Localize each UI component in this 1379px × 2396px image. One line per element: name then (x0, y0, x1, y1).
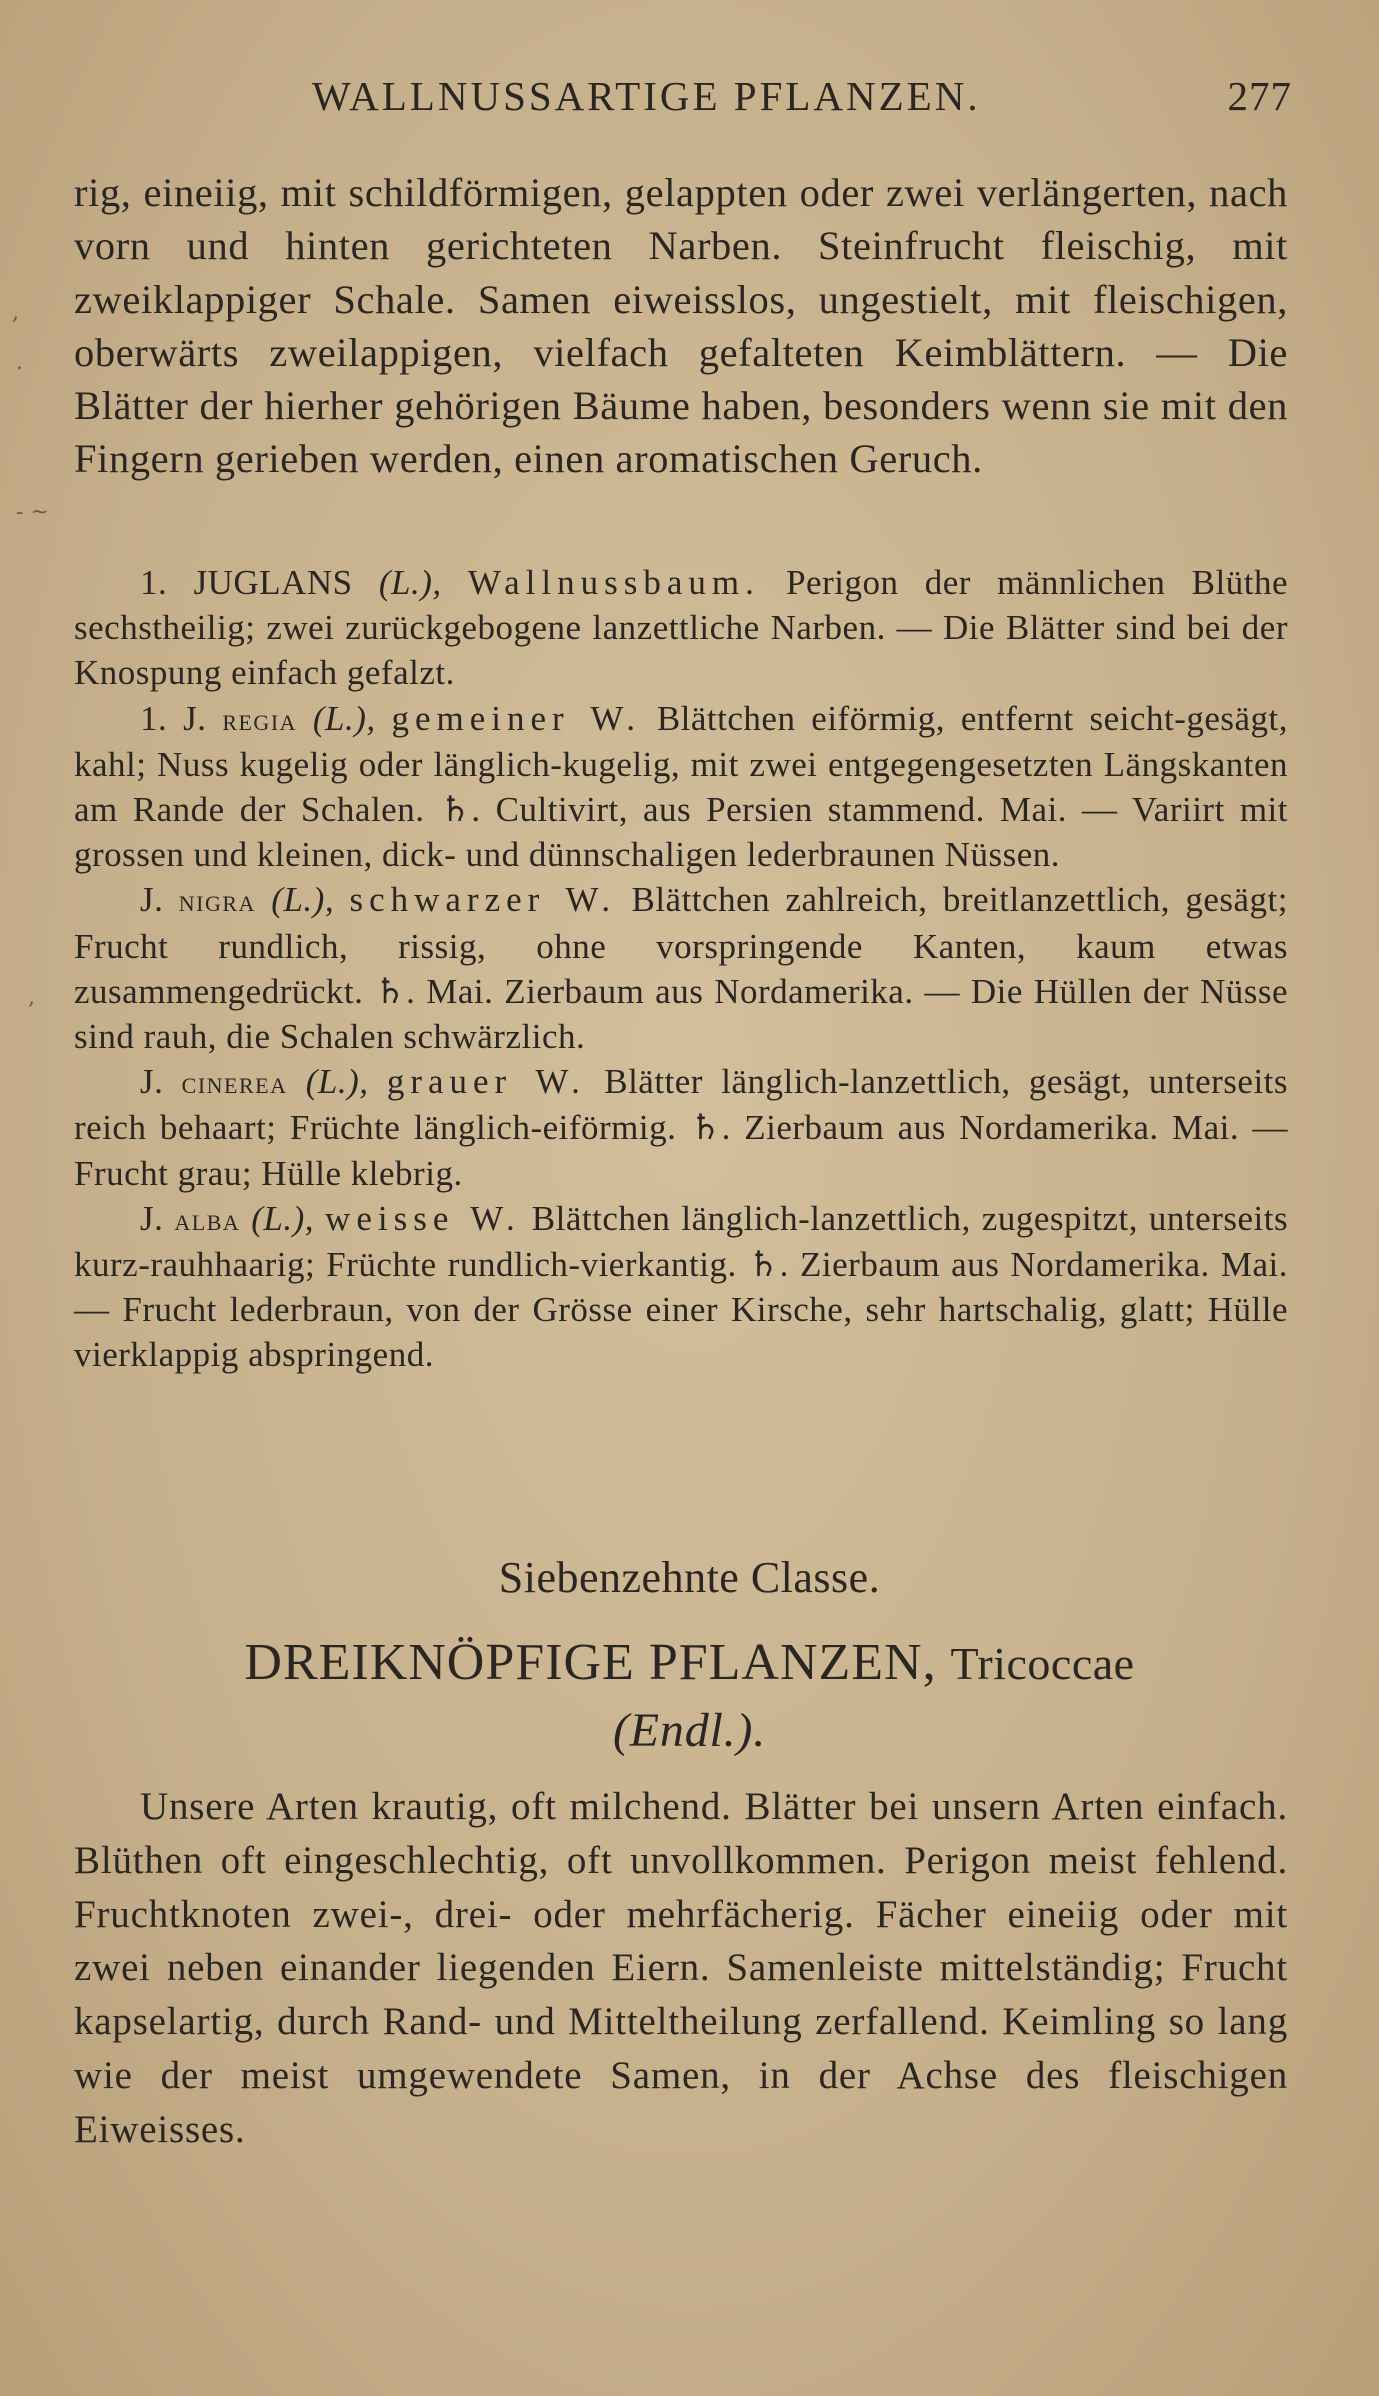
species-author: (L.), (312, 698, 376, 738)
family-paragraph: Unsere Arten krautig, oft milchend. Blätter bei unsern Arten einfach. Blüthen oft eingeschlechtig, oft unvollkommen. Perigon meist fehlend. Fruchtknoten zwei-, drei- oder mehrfächerig. Fächer eineiig oder mit zwei neben einander liegenden Eiern. Samenleiste mittelständig; Frucht kapselartig, durch Rand- und Mitteltheilung zerfallend. Keimling so lang wie der meist umgewendete Samen, in der Achse des fleischigen Eiweisses. (74, 1785, 1288, 2151)
page-number: 277 (1227, 73, 1292, 119)
margin-speck: , (12, 300, 19, 325)
species-entry-nigra (74, 877, 1288, 1059)
species-entry-regia (74, 696, 1288, 878)
species-entry-alba (74, 1196, 1288, 1378)
species-common-name: weisse W. (325, 1198, 521, 1238)
species-author: (L.), (271, 880, 335, 920)
family-name: DREIKNÖPFIGE PFLANZEN, (244, 1634, 937, 1691)
genus-entries (74, 560, 1288, 1378)
species-common-name: schwarzer W. (349, 880, 617, 920)
species-author: (L.), (305, 1062, 369, 1102)
running-head (312, 72, 1292, 132)
species-prefix: J. (140, 1062, 164, 1102)
species-prefix: 1. J. (140, 698, 207, 738)
genus-description: Perigon der männlichen Blüthe sechstheilig; zwei zurückgebogene lanzettliche Narben. — Die Blätter sind bei der Knospung einfach gefalzt. (74, 563, 1288, 693)
margin-speck: , (28, 985, 35, 1010)
genus-common-name: Wallnussbaum. (467, 563, 760, 602)
species-common-name: grauer W. (386, 1062, 586, 1102)
intro-paragraph: rig, eineiig, mit schildförmigen, gelappten oder zwei verlängerten, nach vorn und hinten gerichteten Narben. Steinfrucht fleischig, mit zweiklappiger Schale. Samen eiweisslos, ungestielt, mit fleischigen, oberwärts zweilappigen, vielfach gefalteten Keimblättern. — Die Blätter der hierher gehörigen Bäume haben, besonders wenn sie mit den Fingern gerieben werden, einen aromatischen Geruch. (74, 170, 1288, 482)
species-prefix: J. (140, 1198, 164, 1238)
species-author: (L.), (251, 1198, 315, 1238)
genus-author: (L.), (378, 563, 442, 602)
class-heading: Siebenzehnte Classe. (498, 1553, 881, 1602)
running-head-title: WALLNUSSARTIGE PFLANZEN. (312, 73, 981, 119)
species-common-name: gemeiner W. (391, 698, 641, 738)
species-description: Blättchen länglich-lanzettlich, zugespitzt, unterseits kurz-rauhhaarig; Früchte rundlich-vierkantig. ♄. Zierbaum aus Nordamerika. Mai. — Frucht lederbraun, von der Grösse einer Kirsche, sehr hartschalig, glatt; Hülle vierklappig abspringend. (74, 1198, 1289, 1375)
margin-speck: - ~ (16, 500, 49, 525)
species-description: Blättchen eiförmig, entfernt seicht-gesägt, kahl; Nuss kugelig oder länglich-kugelig, mit zwei entgegengesetzten Längskanten am Rande der Schalen. ♄. Cultivirt, aus Persien stammend. Mai. — Variirt mit grossen und kleinen, dick- und dünnschaligen lederbraunen Nüssen. (74, 698, 1289, 875)
species-name: nigra (178, 883, 256, 919)
family-author: (Endl.). (612, 1704, 767, 1757)
species-name: alba (174, 1201, 241, 1237)
species-description: Blättchen zahlreich, breitlanzettlich, gesägt; Frucht rundlich, rissig, ohne vorspringende Kanten, kaum etwas zusammengedrückt. ♄. Mai. Zierbaum aus Nordamerika. — Die Hüllen der Nüsse sind rauh, die Schalen schwärzlich. (74, 880, 1288, 1057)
species-name: regia (222, 701, 298, 737)
genus-entry-juglans (74, 560, 1288, 696)
family-heading (0, 1630, 1379, 1764)
species-entry-cinerea (74, 1059, 1288, 1196)
species-prefix: J. (140, 880, 164, 920)
species-name: cinerea (181, 1065, 288, 1101)
species-description: Blätter länglich-lanzettlich, gesägt, unterseits reich behaart; Früchte länglich-eiförmig. ♄. Zierbaum aus Nordamerika. Mai. — Frucht grau; Hülle klebrig. (74, 1062, 1289, 1193)
family-latin-name: Tricoccae (950, 1638, 1135, 1689)
margin-speck: . (16, 350, 23, 375)
genus-name: JUGLANS (193, 563, 353, 602)
genus-number: 1. (140, 563, 168, 602)
